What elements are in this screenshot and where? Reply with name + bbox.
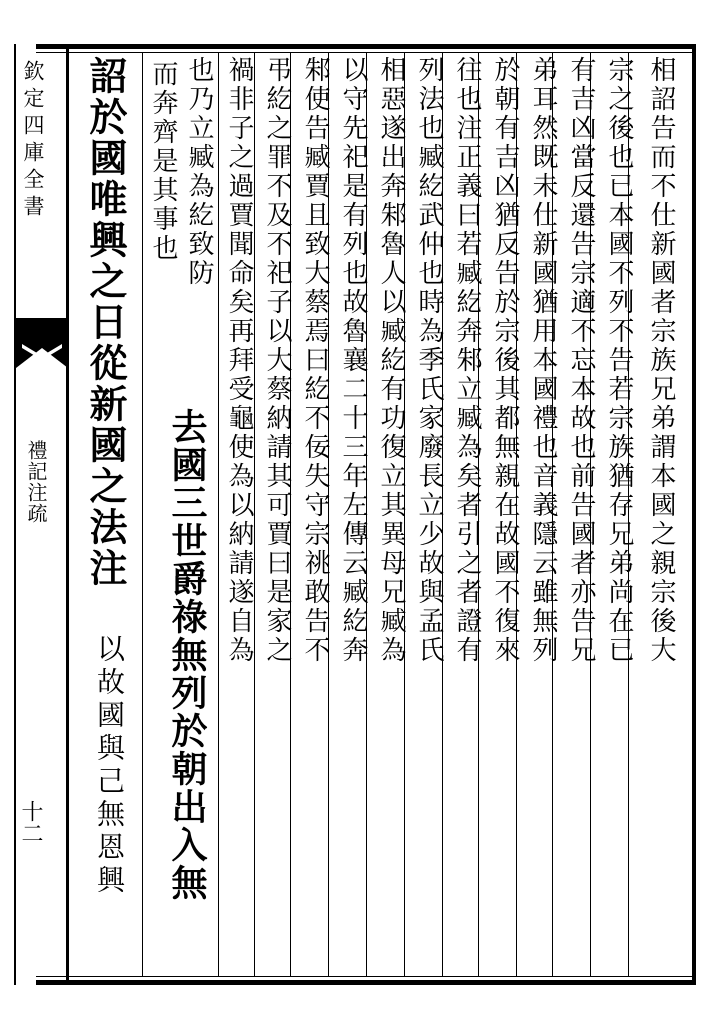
commentary-column-7: 列法也臧紇武仲也時為季氏家廢長立少故與孟氏 (414, 56, 444, 665)
fishtail-mark (16, 318, 68, 370)
page-number: 十二 (18, 800, 43, 844)
commentary-column-1: 相詔告而不仕新國者宗族兄弟謂本國之親宗後大 (646, 56, 676, 665)
column-rule (254, 52, 255, 976)
collection-title: 欽定四庫全書 (21, 60, 45, 222)
main-text-passage: 去國三世爵祿無列於朝出入無 (166, 408, 208, 902)
main-text-heading: 詔於國唯興之日從新國之法注 (83, 56, 128, 589)
commentary-column-6: 往也注正義曰若臧紇奔邾立臧為矣者引之者證有 (452, 56, 482, 665)
commentary-column-14: 而奔齊是其事也 (148, 60, 178, 263)
commentary-column-12: 禍非子之過賈聞命矣再拜受龜使為以納請遂自為 (224, 56, 254, 665)
bottom-border (36, 980, 696, 985)
top-border (36, 44, 696, 49)
commentary-column-4: 弟耳然既未仕新國猶用本國禮也音義隱云雖無列 (528, 56, 558, 665)
commentary-column-9: 以守先祀是有列也故魯襄二十三年左傳云臧紇奔 (338, 56, 368, 665)
main-text-column (72, 56, 140, 976)
column-rule (68, 52, 69, 976)
commentary-column-3: 有吉凶當反還告宗適不忘本故也前告國者亦告兄 (566, 56, 596, 665)
column-rule (218, 52, 219, 976)
column-rule (142, 52, 143, 976)
commentary-column-2: 宗之後也已本國不列不告若宗族猶存兄弟尚在已 (604, 56, 634, 665)
commentary-column-10: 邾使告臧賈且致大蔡焉曰紇不佞失守宗祧敢告不 (300, 56, 330, 665)
commentary-column-8: 相惡遂出奔邾魯人以臧紇有功復立其異母兄臧為 (376, 56, 406, 665)
book-title: 禮記注疏 (24, 440, 48, 524)
bottom-border-inner (36, 976, 696, 977)
commentary-column-13: 也乃立臧為紇致防 (184, 56, 214, 288)
commentary-column-5: 於朝有吉凶猶反告於宗後其都無親在故國不復來 (490, 56, 520, 665)
right-border (692, 44, 696, 985)
commentary-column-11: 弔紇之罪不及不祀子以大蔡納請其可賈曰是家之 (262, 56, 292, 665)
mixed-column (166, 56, 218, 976)
main-text-note: 以故國與己無恩興 (93, 634, 126, 898)
